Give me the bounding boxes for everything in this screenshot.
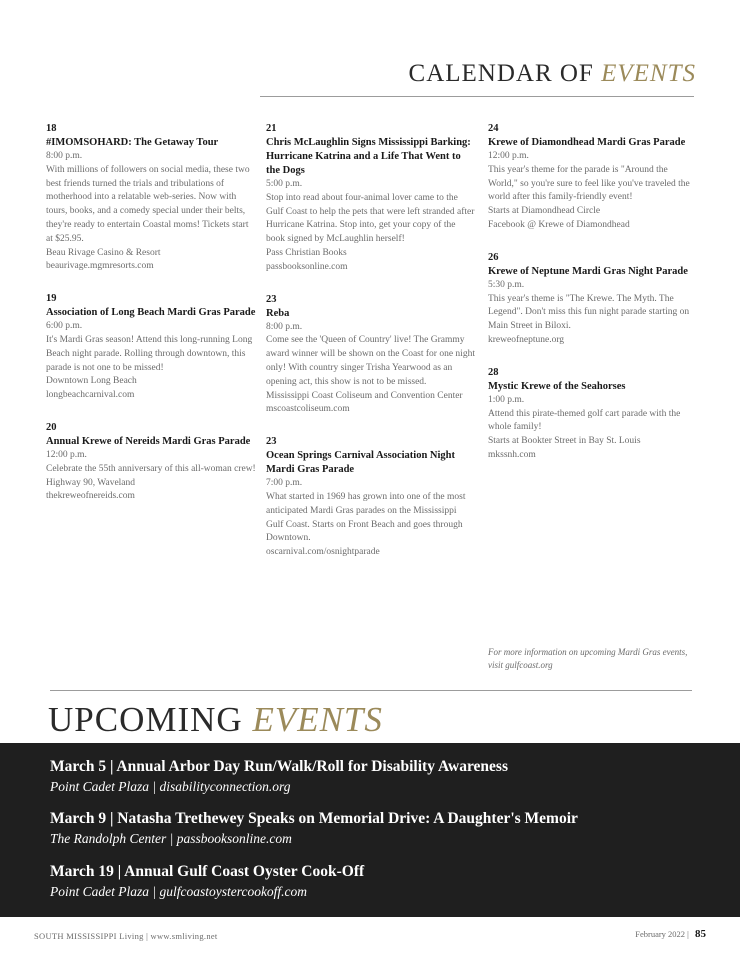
event-title: Mystic Krewe of the Seahorses bbox=[488, 380, 626, 392]
event-website[interactable]: mkssnh.com bbox=[488, 449, 536, 460]
calendar-column-3 bbox=[488, 122, 698, 481]
event-time: 8:00 p.m. bbox=[266, 321, 303, 332]
upcoming-item-title: March 19 | Annual Gulf Coast Oyster Cook-Off bbox=[50, 863, 365, 880]
event-location: Starts at Diamondhead Circle bbox=[488, 206, 601, 217]
event-description: This year's theme for the parade is "Around the World," so you're sure to feel like you've traveled the world after this family-friendly event! bbox=[488, 164, 690, 203]
event-website[interactable]: passbooksonline.com bbox=[266, 261, 348, 272]
footer-issue bbox=[635, 928, 706, 940]
event-location: Downtown Long Beach bbox=[46, 376, 137, 387]
event-website[interactable]: thekreweofnereids.com bbox=[46, 491, 135, 502]
event-title: Ocean Springs Carnival Association Night Mardi Gras Parade bbox=[266, 450, 456, 476]
event-title: Krewe of Diamondhead Mardi Gras Parade bbox=[488, 137, 686, 148]
event-location: Mississippi Coast Coliseum and Convention Center bbox=[266, 390, 463, 401]
event-location: Highway 90, Waveland bbox=[46, 477, 136, 488]
mardi-gras-footnote: For more information on upcoming Mardi Gras events, visit gulfcoast.org bbox=[488, 647, 688, 670]
event-day: 19 bbox=[46, 293, 57, 305]
event-item bbox=[266, 122, 476, 275]
event-description: It's Mardi Gras season! Attend this long-running Long Beach night parade. Rolling through downtown, this parade is not one to be missed! bbox=[46, 334, 253, 373]
event-item bbox=[46, 292, 256, 403]
event-website[interactable]: beaurivage.mgmresorts.com bbox=[46, 261, 154, 272]
event-item bbox=[46, 122, 256, 274]
upcoming-events-band bbox=[0, 743, 740, 917]
event-day: 18 bbox=[46, 123, 57, 134]
upcoming-item-venue[interactable]: Point Cadet Plaza | disabilityconnection.org bbox=[50, 779, 291, 794]
event-title: Reba bbox=[266, 307, 290, 319]
event-description: What started in 1969 has grown into one of the most anticipated Mardi Gras parades on the Mississippi Gulf Coast. Starts on Front Beach and goes through Downtown. bbox=[266, 491, 466, 544]
page-number: 85 bbox=[695, 928, 706, 940]
upcoming-item-title: March 9 | Natasha Trethewey Speaks on Memorial Drive: A Daughter's Memoir bbox=[50, 810, 578, 827]
event-website[interactable]: Facebook @ Krewe of Diamondhead bbox=[488, 219, 630, 230]
event-location: Pass Christian Books bbox=[266, 247, 347, 258]
event-day: 28 bbox=[488, 366, 499, 378]
event-day: 23 bbox=[266, 293, 277, 305]
calendar-heading-word2: EVENTS bbox=[601, 60, 696, 87]
upcoming-item-venue[interactable]: Point Cadet Plaza | gulfcoastoystercookoff.com bbox=[50, 884, 308, 899]
event-location: Starts at Bookter Street in Bay St. Louis bbox=[488, 436, 641, 447]
event-title: Krewe of Neptune Mardi Gras Night Parade bbox=[488, 265, 688, 277]
event-item bbox=[266, 293, 476, 418]
event-description: Attend this pirate-themed golf cart parade with the whole family! bbox=[488, 408, 681, 433]
event-time: 12:00 p.m. bbox=[488, 151, 529, 161]
event-description: Come see the 'Queen of Country' live! The Grammy award winner will be shown on the Coast for one night only! With country singer Trisha Yearwood as an opening act, this show is not to be missed. bbox=[266, 335, 475, 387]
footer-date: February 2022 | bbox=[635, 929, 689, 939]
event-time: 5:00 p.m. bbox=[266, 179, 303, 189]
event-website[interactable]: oscarnival.com/osnightparade bbox=[266, 547, 380, 558]
event-description: This year's theme is "The Krewe. The Myth. The Legend". Don't miss this fun night parade starting on Main Street in Biloxi. bbox=[488, 293, 690, 332]
event-title: Annual Krewe of Nereids Mardi Gras Parade bbox=[46, 435, 251, 447]
event-time: 5:30 p.m. bbox=[488, 279, 525, 290]
event-item bbox=[488, 251, 698, 348]
upcoming-divider bbox=[50, 690, 692, 691]
calendar-column-1 bbox=[46, 122, 256, 522]
upcoming-item bbox=[50, 757, 720, 797]
upcoming-item bbox=[50, 809, 720, 849]
event-day: 26 bbox=[488, 251, 499, 263]
event-item bbox=[46, 421, 256, 504]
upcoming-heading bbox=[48, 700, 383, 740]
event-day: 20 bbox=[46, 421, 57, 433]
event-website[interactable]: longbeachcarnival.com bbox=[46, 390, 135, 401]
event-time: 1:00 p.m. bbox=[488, 394, 525, 405]
event-title: #IMOMSOHARD: The Getaway Tour bbox=[46, 137, 219, 148]
event-title: Association of Long Beach Mardi Gras Parade bbox=[46, 307, 256, 319]
upcoming-item bbox=[50, 862, 720, 902]
event-item bbox=[488, 122, 698, 233]
event-item bbox=[488, 366, 698, 463]
upcoming-heading-word1: UPCOMING bbox=[48, 700, 243, 739]
event-website[interactable]: kreweofneptune.org bbox=[488, 334, 565, 345]
event-website[interactable]: mscoastcoliseum.com bbox=[266, 404, 350, 415]
event-time: 8:00 p.m. bbox=[46, 151, 83, 161]
event-title: Chris McLaughlin Signs Mississippi Barking: Hurricane Katrina and a Life That Went to the Dogs bbox=[266, 137, 471, 176]
event-item bbox=[266, 435, 476, 560]
upcoming-heading-word2: EVENTS bbox=[252, 700, 383, 739]
event-time: 7:00 p.m. bbox=[266, 478, 303, 489]
event-description: Stop into read about four-animal lover came to the Gulf Coast to help the pets that were left stranded after Hurricane Katrina. Stop into, get your copy of the book signed by McLaughlin herself! bbox=[266, 192, 475, 245]
calendar-column-2 bbox=[266, 122, 476, 578]
footer-publication: SOUTH MISSISSIPPI Living | www.smliving.net bbox=[34, 931, 218, 941]
event-day: 21 bbox=[266, 123, 277, 134]
upcoming-item-title: March 5 | Annual Arbor Day Run/Walk/Roll for Disability Awareness bbox=[50, 758, 508, 775]
calendar-heading bbox=[409, 60, 696, 88]
event-time: 12:00 p.m. bbox=[46, 449, 87, 460]
calendar-divider bbox=[260, 96, 694, 97]
calendar-heading-word1: CALENDAR OF bbox=[408, 60, 594, 87]
event-day: 23 bbox=[266, 436, 277, 448]
event-description: Celebrate the 55th anniversary of this all-woman crew! bbox=[46, 463, 256, 474]
event-day: 24 bbox=[488, 123, 499, 134]
event-location: Beau Rivage Casino & Resort bbox=[46, 247, 161, 258]
event-time: 6:00 p.m. bbox=[46, 321, 83, 332]
upcoming-item-venue[interactable]: The Randolph Center | passbooksonline.com bbox=[50, 831, 292, 846]
event-description: With millions of followers on social media, these two best friends turned the trials and tribulations of motherhood into a relatable web-series. Now with tours, books, and a comedy special under their belts, they're ready to entertain Coastal moms! Tickets start at $25.95. bbox=[46, 164, 250, 244]
